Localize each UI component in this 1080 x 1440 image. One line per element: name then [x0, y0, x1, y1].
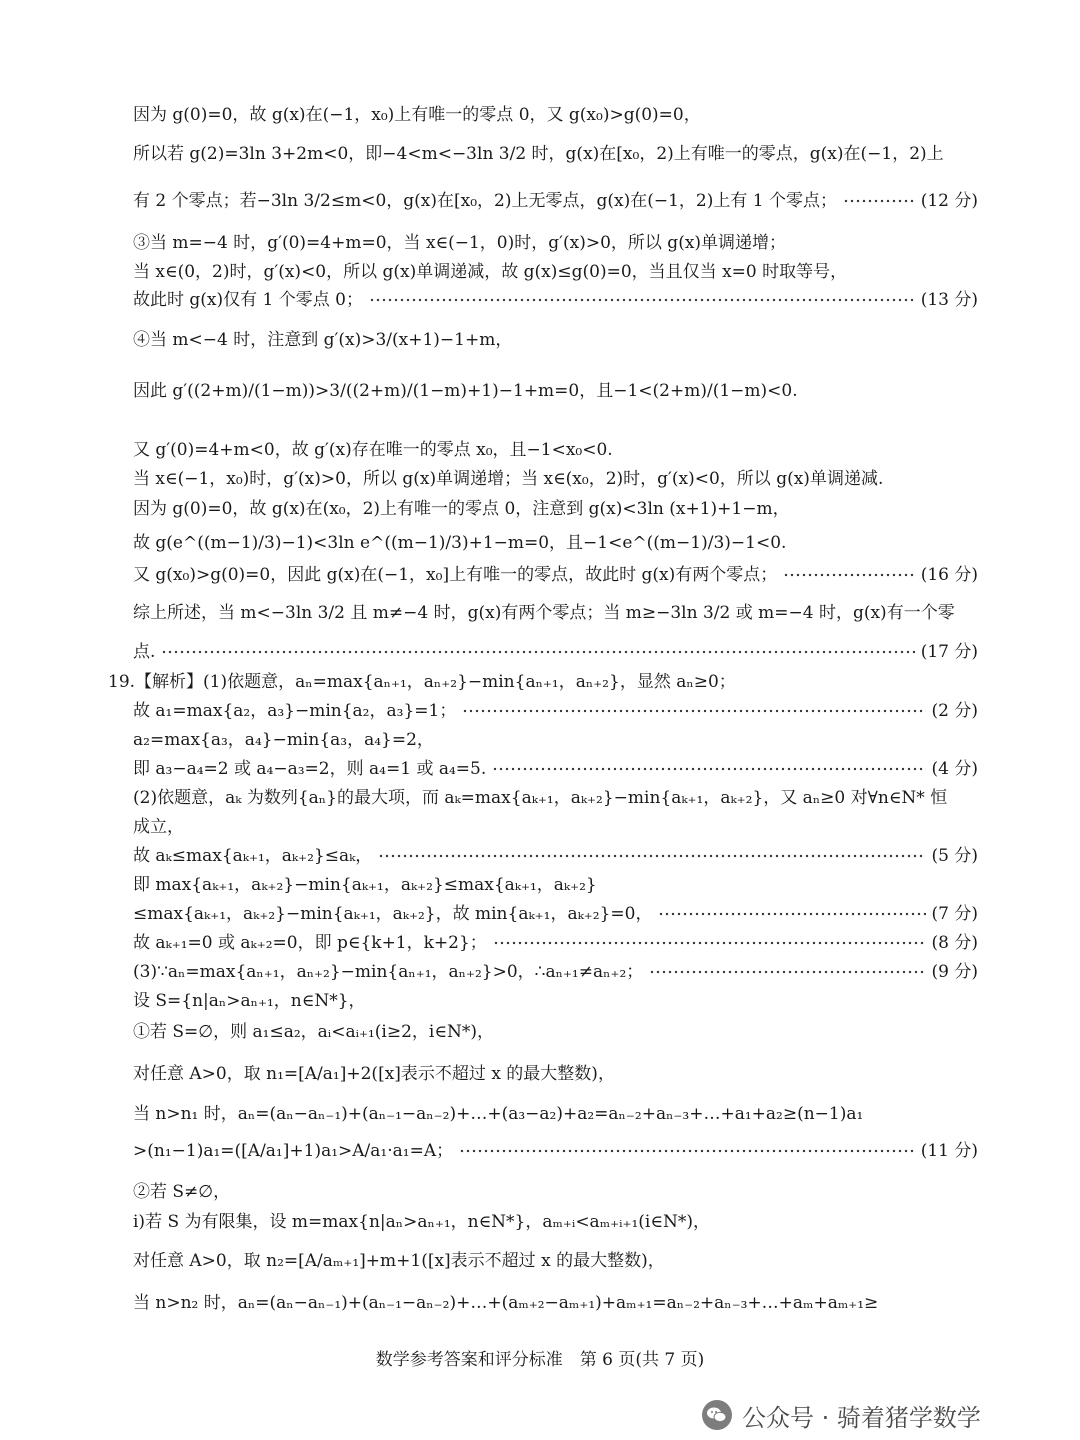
score-points: (13 分) — [920, 290, 978, 310]
text-line — [133, 468, 978, 490]
line-text: 故 aₖ₊₁=0 或 aₖ₊₂=0，即 p∈{k+1，k+2}； — [133, 933, 487, 953]
text-line — [133, 932, 978, 954]
text-line — [133, 380, 978, 402]
line-text: a₂=max{a₃，a₄}−min{a₃，a₄}=2， — [133, 730, 434, 750]
line-text: 因为 g(0)=0，故 g(x)在(x₀，2)上有唯一的零点 0，注意到 g(x)<3ln (x+1)+1−m， — [133, 499, 790, 519]
dot-leader — [378, 845, 925, 867]
text-line — [133, 1103, 978, 1125]
page-footer: 数学参考答案和评分标准 第 6 页(共 7 页) — [375, 1350, 705, 1370]
text-line — [133, 498, 978, 520]
score-points: (16 分) — [920, 565, 978, 585]
score-points: (4 分) — [931, 759, 978, 779]
line-text: 故 g(e^((m−1)/3)−1)<3ln e^((m−1)/3)+1−m=0，且−1<e^((m−1)/3)−1<0. — [133, 533, 787, 553]
score-points: (7 分) — [931, 904, 978, 924]
text-line — [133, 104, 978, 126]
text-line — [133, 1140, 978, 1162]
text-line — [133, 787, 978, 809]
text-line — [133, 190, 978, 212]
line-text: 当 x∈(−1，x₀)时，g′(x)>0，所以 g(x)单调递增；当 x∈(x₀，2)时，g′(x)<0，所以 g(x)单调递减. — [133, 469, 884, 489]
line-text: ①若 S=∅，则 a₁≤a₂，aᵢ<aᵢ₊₁(i≥2，i∈N*)， — [133, 1022, 494, 1042]
line-text: (2)依题意，aₖ 为数列{aₙ}的最大项，而 aₖ=max{aₖ₊₁，aₖ₊₂}−min{aₖ₊₁，aₖ₊₂}，又 aₙ≥0 对∀n∈N* 恒 — [133, 788, 948, 808]
dot-leader — [161, 641, 914, 663]
line-text: 对任意 A>0，取 n₁=[A/a₁]+2([x]表示不超过 x 的最大整数)， — [133, 1064, 615, 1084]
scored-line — [133, 700, 978, 722]
line-text: ③当 m=−4 时，g′(0)=4+m=0，当 x∈(−1，0)时，g′(x)>0，所以 g(x)单调递增； — [133, 233, 787, 253]
text-line — [133, 564, 978, 586]
text-line — [133, 1250, 978, 1272]
text-line — [133, 758, 978, 780]
wechat-watermark — [700, 1395, 981, 1435]
dot-leader — [492, 758, 925, 780]
dot-leader — [649, 961, 925, 983]
line-text: ⅰ)若 S 为有限集，设 m=max{n|aₙ>aₙ₊₁，n∈N*}，aₘ₊ᵢ<aₘ₊ᵢ₊₁(i∈N*)， — [133, 1212, 710, 1232]
score-points: (5 分) — [931, 846, 978, 866]
score-points: (2 分) — [931, 701, 978, 721]
line-text: 当 x∈(0，2)时，g′(x)<0，所以 g(x)单调递减，故 g(x)≤g(0)=0，当且仅当 x=0 时取等号， — [133, 262, 848, 282]
line-text: 即 a₃−a₄=2 或 a₄−a₃=2，则 a₄=1 或 a₄=5. — [133, 759, 487, 779]
line-text: 故 a₁=max{a₂，a₃}−min{a₂，a₃}=1； — [133, 701, 457, 721]
line-text: 即 max{aₖ₊₁，aₖ₊₂}−min{aₖ₊₁，aₖ₊₂}≤max{aₖ₊₁，aₖ₊₂} — [133, 875, 597, 895]
line-text: 设 S={n|aₙ>aₙ₊₁，n∈N*}， — [133, 991, 366, 1011]
line-text: 当 n>n₂ 时，aₙ=(aₙ−aₙ₋₁)+(aₙ₋₁−aₙ₋₂)+…+(aₘ₊₂−aₘ₊₁)+aₘ₊₁=aₙ₋₂+aₙ₋₃+…+aₘ+aₘ₊₁≥ — [133, 1293, 879, 1313]
scored-line — [133, 190, 978, 212]
text-line — [133, 532, 978, 554]
line-text: (3)∵aₙ=max{aₙ₊₁，aₙ₊₂}−min{aₙ₊₁，aₙ₊₂}>0，∴aₙ₊₁≠aₙ₊₂； — [133, 962, 644, 982]
text-line — [133, 439, 978, 461]
line-text: ④当 m<−4 时，注意到 g′(x)>3/(x+1)−1+m， — [133, 330, 513, 350]
text-line — [133, 961, 978, 983]
text-line — [133, 1021, 978, 1043]
scored-line — [133, 289, 978, 311]
text-line — [133, 729, 978, 751]
line-text: 点. — [133, 642, 156, 662]
text-line — [133, 1063, 978, 1085]
text-line — [133, 261, 978, 283]
line-text: ②若 S≠∅， — [133, 1182, 231, 1202]
dot-leader — [462, 700, 925, 722]
scored-line — [133, 932, 978, 954]
scored-line — [133, 758, 978, 780]
line-text: 对任意 A>0，取 n₂=[A/aₘ₊₁]+m+1([x]表示不超过 x 的最大整数)， — [133, 1251, 665, 1271]
line-text: 当 n>n₁ 时，aₙ=(aₙ−aₙ₋₁)+(aₙ₋₁−aₙ₋₂)+…+(a₃−a₂)+a₂=aₙ₋₂+aₙ₋₃+…+a₁+a₂≥(n−1)a₁ — [133, 1104, 864, 1124]
text-line — [133, 816, 978, 838]
line-text: 成立， — [133, 817, 184, 837]
wechat-logo-icon — [700, 1398, 734, 1432]
line-text: 故此时 g(x)仅有 1 个零点 0； — [133, 290, 363, 310]
line-text: 所以若 g(2)=3ln 3+2m<0，即−4<m<−3ln 3/2 时，g(x)在[x₀，2)上有唯一的零点，g(x)在(−1，2)上 — [133, 144, 944, 164]
dot-leader — [369, 289, 915, 311]
scored-line — [133, 961, 978, 983]
text-line — [133, 289, 978, 311]
line-text: 故 aₖ≤max{aₖ₊₁，aₖ₊₂}≤aₖ， — [133, 846, 373, 866]
text-line — [108, 671, 978, 693]
score-points: (17 分) — [920, 642, 978, 662]
text-line — [133, 845, 978, 867]
score-points: (9 分) — [931, 962, 978, 982]
dot-leader — [459, 1140, 915, 1162]
line-text: 因此 g′((2+m)/(1−m))>3/((2+m)/(1−m)+1)−1+m=0，且−1<(2+m)/(1−m)<0. — [133, 381, 798, 401]
line-text: 有 2 个零点；若−3ln 3/2≤m<0，g(x)在[x₀，2)上无零点，g(x)在(−1，2)上有 1 个零点； — [133, 191, 837, 211]
dot-leader — [843, 190, 915, 212]
line-text: 19.【解析】(1)依题意，aₙ=max{aₙ₊₁，aₙ₊₂}−min{aₙ₊₁，aₙ₊₂}，显然 aₙ≥0； — [108, 672, 736, 692]
text-line — [133, 602, 978, 624]
score-points: (8 分) — [931, 933, 978, 953]
line-text: 因为 g(0)=0，故 g(x)在(−1，x₀)上有唯一的零点 0，又 g(x₀)>g(0)=0， — [133, 105, 701, 125]
text-line — [133, 1292, 978, 1314]
text-line — [133, 232, 978, 254]
text-line — [133, 874, 978, 896]
line-text: 综上所述，当 m<−3ln 3/2 且 m≠−4 时，g(x)有两个零点；当 m≥−3ln 3/2 或 m=−4 时，g(x)有一个零 — [133, 603, 955, 623]
watermark-text: 公众号 · 骑着猪学数学 — [742, 1403, 981, 1432]
scored-line — [133, 641, 978, 663]
scored-line — [133, 903, 978, 925]
text-line — [133, 641, 978, 663]
scored-line — [133, 564, 978, 586]
scored-line — [133, 845, 978, 867]
text-line — [133, 700, 978, 722]
text-line — [133, 990, 978, 1012]
line-text: >(n₁−1)a₁=([A/a₁]+1)a₁>A/a₁·a₁=A； — [133, 1141, 454, 1161]
score-points: (11 分) — [920, 1141, 978, 1161]
text-line — [133, 143, 978, 165]
text-line — [133, 1181, 978, 1203]
line-text: ≤max{aₖ₊₁，aₖ₊₂}−min{aₖ₊₁，aₖ₊₂}，故 min{aₖ₊₁，aₖ₊₂}=0， — [133, 904, 653, 924]
dot-leader — [493, 932, 926, 954]
dot-leader — [783, 564, 914, 586]
scored-line — [133, 1140, 978, 1162]
text-line — [133, 329, 978, 351]
text-line — [133, 903, 978, 925]
line-text: 又 g′(0)=4+m<0，故 g′(x)存在唯一的零点 x₀，且−1<x₀<0. — [133, 440, 613, 460]
dot-leader — [658, 903, 925, 925]
text-line — [133, 1211, 978, 1233]
score-points: (12 分) — [920, 191, 978, 211]
line-text: 又 g(x₀)>g(0)=0，因此 g(x)在(−1，x₀]上有唯一的零点，故此时 g(x)有两个零点； — [133, 565, 778, 585]
